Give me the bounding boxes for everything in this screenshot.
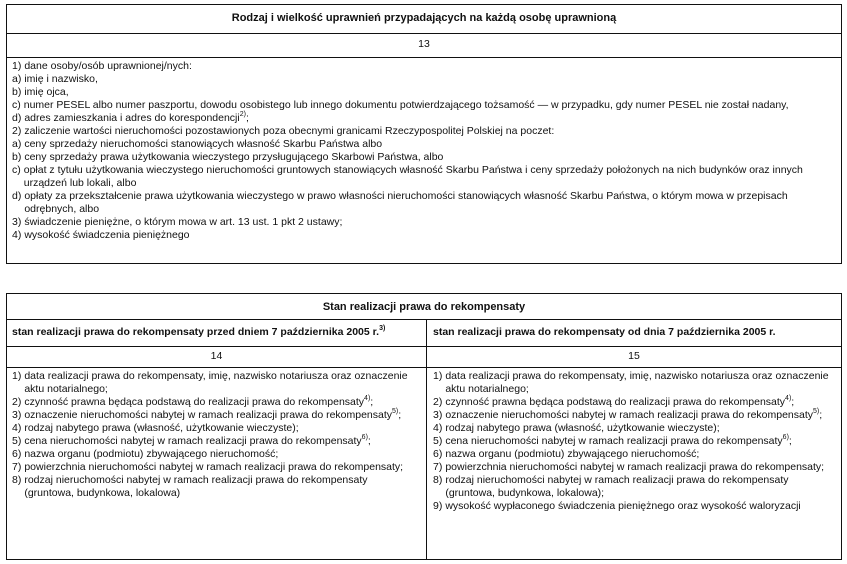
list-item: [12, 435, 418, 448]
item-text: [24, 73, 835, 86]
item-text-main: rodzaj nabytego prawa (własność, użytkowanie wieczyste);: [24, 422, 299, 434]
item-number: 7): [12, 461, 22, 473]
item-text: [24, 422, 418, 435]
column-number: 13: [418, 38, 430, 50]
list-item: [433, 435, 835, 448]
item-number: 4): [12, 422, 22, 434]
item-text-main: data realizacji prawa do rekompensaty, imię, nazwisko notariusza oraz oznaczenie aktu notarialnego;: [445, 370, 829, 395]
item-text-main: zaliczenie wartości nieruchomości pozostawionych poza obecnymi granicami Rzeczypospolitej Polskiej na poczet:: [24, 125, 555, 137]
item-text-main: imię ojca,: [24, 86, 69, 98]
list-item: [12, 396, 418, 409]
item-text: [445, 370, 835, 396]
list-item: [433, 396, 835, 409]
item-text-main: oznaczenie nieruchomości nabytej w ramach realizacji prawa do rekompensaty: [445, 409, 814, 421]
item-text: [445, 435, 835, 448]
left-column-list: [12, 370, 418, 500]
item-text: [445, 500, 835, 513]
item-text: [445, 396, 835, 409]
left-column-title: [12, 326, 424, 339]
item-number: c): [12, 164, 21, 176]
list-item: [12, 409, 418, 422]
item-number: 2): [433, 396, 443, 408]
item-number: 3): [12, 216, 22, 228]
item-number: 1): [12, 370, 22, 382]
item-text: [24, 216, 835, 229]
list-item: [433, 500, 835, 513]
item-text: [445, 461, 835, 474]
item-text-main: powierzchnia nieruchomości nabytej w ramach realizacji prawa do rekompensaty;: [445, 461, 825, 473]
list-item: [12, 151, 835, 164]
item-number: b): [12, 151, 22, 163]
item-number: 6): [433, 448, 443, 460]
item-text: [24, 112, 835, 125]
list-item: [12, 422, 418, 435]
item-text-main: powierzchnia nieruchomości nabytej w ramach realizacji prawa do rekompensaty;: [24, 461, 404, 473]
entitlements-list: [12, 60, 835, 242]
item-number: c): [12, 99, 21, 111]
list-item: [433, 370, 835, 396]
item-text: [24, 86, 835, 99]
item-number: b): [12, 86, 22, 98]
list-item: [433, 409, 835, 422]
item-text-main: czynność prawna będąca podstawą do realizacji prawa do rekompensaty: [24, 396, 365, 408]
list-item: [433, 448, 835, 461]
item-text-main: nazwa organu (podmiotu) zbywającego nieruchomość;: [445, 448, 700, 460]
item-text: [24, 448, 418, 461]
item-text: [24, 99, 835, 112]
item-text-main: data realizacji prawa do rekompensaty, imię, nazwisko notariusza oraz oznaczenie aktu notarialnego;: [24, 370, 408, 395]
list-item: [12, 216, 835, 229]
item-text-main: cena nieruchomości nabytej w ramach realizacji prawa do rekompensaty: [24, 435, 362, 447]
list-item: [12, 190, 835, 216]
item-number: a): [12, 138, 22, 150]
item-text-suffix: ;: [819, 409, 823, 421]
item-number: d): [12, 112, 22, 124]
right-column-number: 15: [628, 350, 640, 362]
item-text-main: opłaty za przekształcenie prawa użytkowania wieczystego w prawo własności nieruchomości stanowiących własność Skarbu Państwa, o którym mowa w przepisach odrębnych, albo: [24, 190, 788, 215]
item-number: 8): [433, 474, 443, 486]
item-text-suffix: ;: [398, 409, 402, 421]
item-text-main: imię i nazwisko,: [24, 73, 98, 85]
item-number: 5): [433, 435, 443, 447]
list-item: [12, 125, 835, 138]
item-text: [24, 474, 418, 500]
item-text-main: nazwa organu (podmiotu) zbywającego nieruchomość;: [24, 448, 279, 460]
item-text: [24, 229, 835, 242]
item-number: 9): [433, 500, 443, 512]
item-number: 2): [12, 396, 22, 408]
item-text-suffix: ;: [245, 112, 249, 124]
right-column-list: [433, 370, 835, 513]
item-text: [24, 151, 835, 164]
divider: [7, 33, 841, 34]
footnote-marker: 2): [239, 111, 246, 118]
item-number: 5): [12, 435, 22, 447]
footnote-marker: 5): [392, 408, 399, 415]
item-text: [445, 474, 835, 500]
item-text-main: cena nieruchomości nabytej w ramach realizacji prawa do rekompensaty: [445, 435, 783, 447]
list-item: [12, 73, 835, 86]
footnote-marker: 3): [379, 325, 386, 332]
item-number: d): [12, 190, 22, 202]
item-number: 8): [12, 474, 22, 486]
item-text: [24, 396, 418, 409]
list-item: [433, 461, 835, 474]
item-text-main: adres zamieszkania i adres do korespondencji: [24, 112, 240, 124]
left-column-number: 14: [210, 350, 223, 362]
item-number: 1): [433, 370, 443, 382]
list-item: [433, 474, 835, 500]
entitlements-table: [6, 4, 842, 264]
item-text-main: opłat z tytułu użytkowania wieczystego nieruchomości gruntowych stanowiących własność Skarbu Państwa i ceny sprzedaży położonych na nich budynków oraz innych urządzeń lub lokali, albo: [23, 164, 803, 189]
footnote-marker: 6): [782, 434, 789, 441]
list-item: [12, 60, 835, 73]
left-column-title-text: stan realizacji prawa do rekompensaty przed dniem 7 października 2005 r.: [12, 326, 380, 338]
list-item: [12, 138, 835, 151]
item-text: [24, 190, 835, 216]
item-text-main: wysokość świadczenia pieniężnego: [24, 229, 190, 241]
item-text: [24, 409, 418, 422]
item-number: 4): [12, 229, 22, 241]
divider: [7, 319, 841, 320]
right-column-title: stan realizacji prawa do rekompensaty od dnia 7 października 2005 r.: [433, 326, 776, 338]
list-item: [12, 99, 835, 112]
list-item: [12, 448, 418, 461]
list-item: [12, 474, 418, 500]
item-text: [24, 370, 418, 396]
list-item: [12, 164, 835, 190]
item-number: 6): [12, 448, 22, 460]
list-item: [12, 86, 835, 99]
item-number: 4): [433, 422, 443, 434]
item-text-main: dane osoby/osób uprawnionej/nych:: [24, 60, 192, 72]
list-item: [12, 229, 835, 242]
item-text: [445, 409, 835, 422]
item-text-main: ceny sprzedaży nieruchomości stanowiących własność Skarbu Państwa albo: [24, 138, 383, 150]
item-number: 1): [12, 60, 22, 72]
item-text: [24, 435, 418, 448]
item-text-main: ceny sprzedaży prawa użytkowania wieczystego przysługującego Skarbowi Państwa, albo: [24, 151, 444, 163]
list-item: [12, 370, 418, 396]
item-number: a): [12, 73, 22, 85]
item-text-suffix: ;: [370, 396, 374, 408]
entitlements-header: Rodzaj i wielkość uprawnień przypadających na każdą osobę uprawnioną: [231, 12, 617, 24]
item-text-main: oznaczenie nieruchomości nabytej w ramach realizacji prawa do rekompensaty: [24, 409, 393, 421]
item-text: [24, 60, 835, 73]
divider: [7, 367, 841, 368]
item-text: [24, 461, 418, 474]
item-text-main: numer PESEL albo numer paszportu, dowodu osobistego lub innego dokumentu potwierdzającego tożsamość — w przypadku, gdy numer PESEL nie został nadany,: [23, 99, 789, 111]
item-text-main: rodzaj nieruchomości nabytej w ramach realizacji prawa do rekompensaty (gruntowa, budynkowa, lokalowa): [24, 474, 368, 499]
compensation-status-table: [6, 293, 842, 560]
footnote-marker: 6): [361, 434, 368, 441]
item-text-suffix: ;: [788, 435, 792, 447]
item-text-suffix: ;: [791, 396, 795, 408]
footnote-marker: 4): [785, 395, 792, 402]
compensation-status-header: Stan realizacji prawa do rekompensaty: [322, 301, 526, 313]
divider: [7, 57, 841, 58]
item-text: [445, 448, 835, 461]
footnote-marker: 4): [364, 395, 371, 402]
item-text-suffix: ;: [367, 435, 371, 447]
item-text: [24, 125, 835, 138]
item-text: [24, 138, 835, 151]
item-number: 7): [433, 461, 443, 473]
item-text-main: świadczenie pieniężne, o którym mowa w art. 13 ust. 1 pkt 2 ustawy;: [24, 216, 343, 228]
item-text-main: wysokość wypłaconego świadczenia pieniężnego oraz wysokość waloryzacji: [445, 500, 801, 512]
footnote-marker: 5): [813, 408, 820, 415]
list-item: [12, 112, 835, 125]
list-item: [433, 422, 835, 435]
item-number: 2): [12, 125, 22, 137]
item-text: [24, 164, 835, 190]
list-item: [12, 461, 418, 474]
item-text-main: czynność prawna będąca podstawą do realizacji prawa do rekompensaty: [445, 396, 786, 408]
item-number: 3): [12, 409, 22, 421]
item-number: 3): [433, 409, 443, 421]
item-text: [445, 422, 835, 435]
item-text-main: rodzaj nieruchomości nabytej w ramach realizacji prawa do rekompensaty (gruntowa, budynkowa, lokalowa);: [445, 474, 789, 499]
divider: [7, 346, 841, 347]
item-text-main: rodzaj nabytego prawa (własność, użytkowanie wieczyste);: [445, 422, 720, 434]
